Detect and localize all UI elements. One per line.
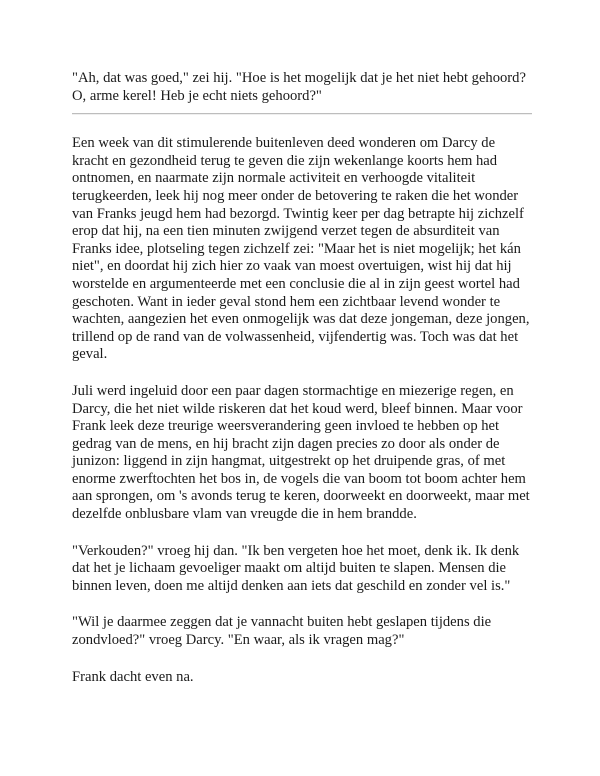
paragraph-1: Een week van dit stimulerende buitenleven deed wonderen om Darcy de kracht en gezondheid terug te geven die zijn wekenlange koorts hem had ontnomen, en naarmate zijn normale activiteit en verhoogde vitaliteit terugkeerden, leek hij nog meer onder de betovering te raken die het wonder van Franks jeugd hem had bezorgd. Twintig keer per dag betrapte hij zichzelf erop dat hij, na een tien minuten zwijgend verzet tegen de absurditeit van Franks idee, plotseling tegen zichzelf zei: "Maar het is niet mogelijk; het kán niet", en doordat hij zich hier zo vaak van moest overtuigen, wist hij dat hij worstelde en argumenteerde met een conclusie die al in zijn geest wortel had geschoten. Want in ieder geval stond hem een zichtbaar levend wonder te wachten, aangezien het even onmogelijk was dat deze jongeman, deze jongen, trillend op de rand van de volwassenheid, vijfendertig was. Toch was dat het geval. <box>72 135 530 363</box>
paragraph-4: "Wil je daarmee zeggen dat je vannacht buiten hebt geslapen tijdens die zondvloed?" vroeg Darcy. "En waar, als ik vragen mag?" <box>72 614 492 649</box>
document-page <box>72 70 532 686</box>
paragraph-2: Juli werd ingeluid door een paar dagen stormachtige en miezerige regen, en Darcy, die het niet wilde riskeren dat het koud werd, bleef binnen. Maar voor Frank leek deze treurige weersverandering geen invloed te hebben op het gedrag van de mens, en hij bracht zijn dagen precies zo door als onder de junizon: liggend in zijn hangmat, uitgestrekt op het druipende gras, of met enorme zwerftochten het bos in, de vogels die van boom tot boom achter hem aan sprongen, om 's avonds terug te keren, doorweekt en doorweekt, maar met dezelfde onblusbare vlam van vreugde die in hem brandde. <box>72 382 530 523</box>
paragraph-3: "Verkouden?" vroeg hij dan. "Ik ben vergeten hoe het moet, denk ik. Ik denk dat het je lichaam gevoeliger maakt om altijd buiten te slapen. Mensen die binnen leven, doen me altijd denken aan iets dat geschild en zonder vel is." <box>72 542 520 594</box>
intro-paragraph: "Ah, dat was goed," zei hij. "Hoe is het mogelijk dat je het niet hebt gehoord? O, arme kerel! Heb je echt niets gehoord?" <box>72 70 526 104</box>
paragraph-5: Frank dacht even na. <box>72 668 194 685</box>
section-divider <box>72 113 532 115</box>
